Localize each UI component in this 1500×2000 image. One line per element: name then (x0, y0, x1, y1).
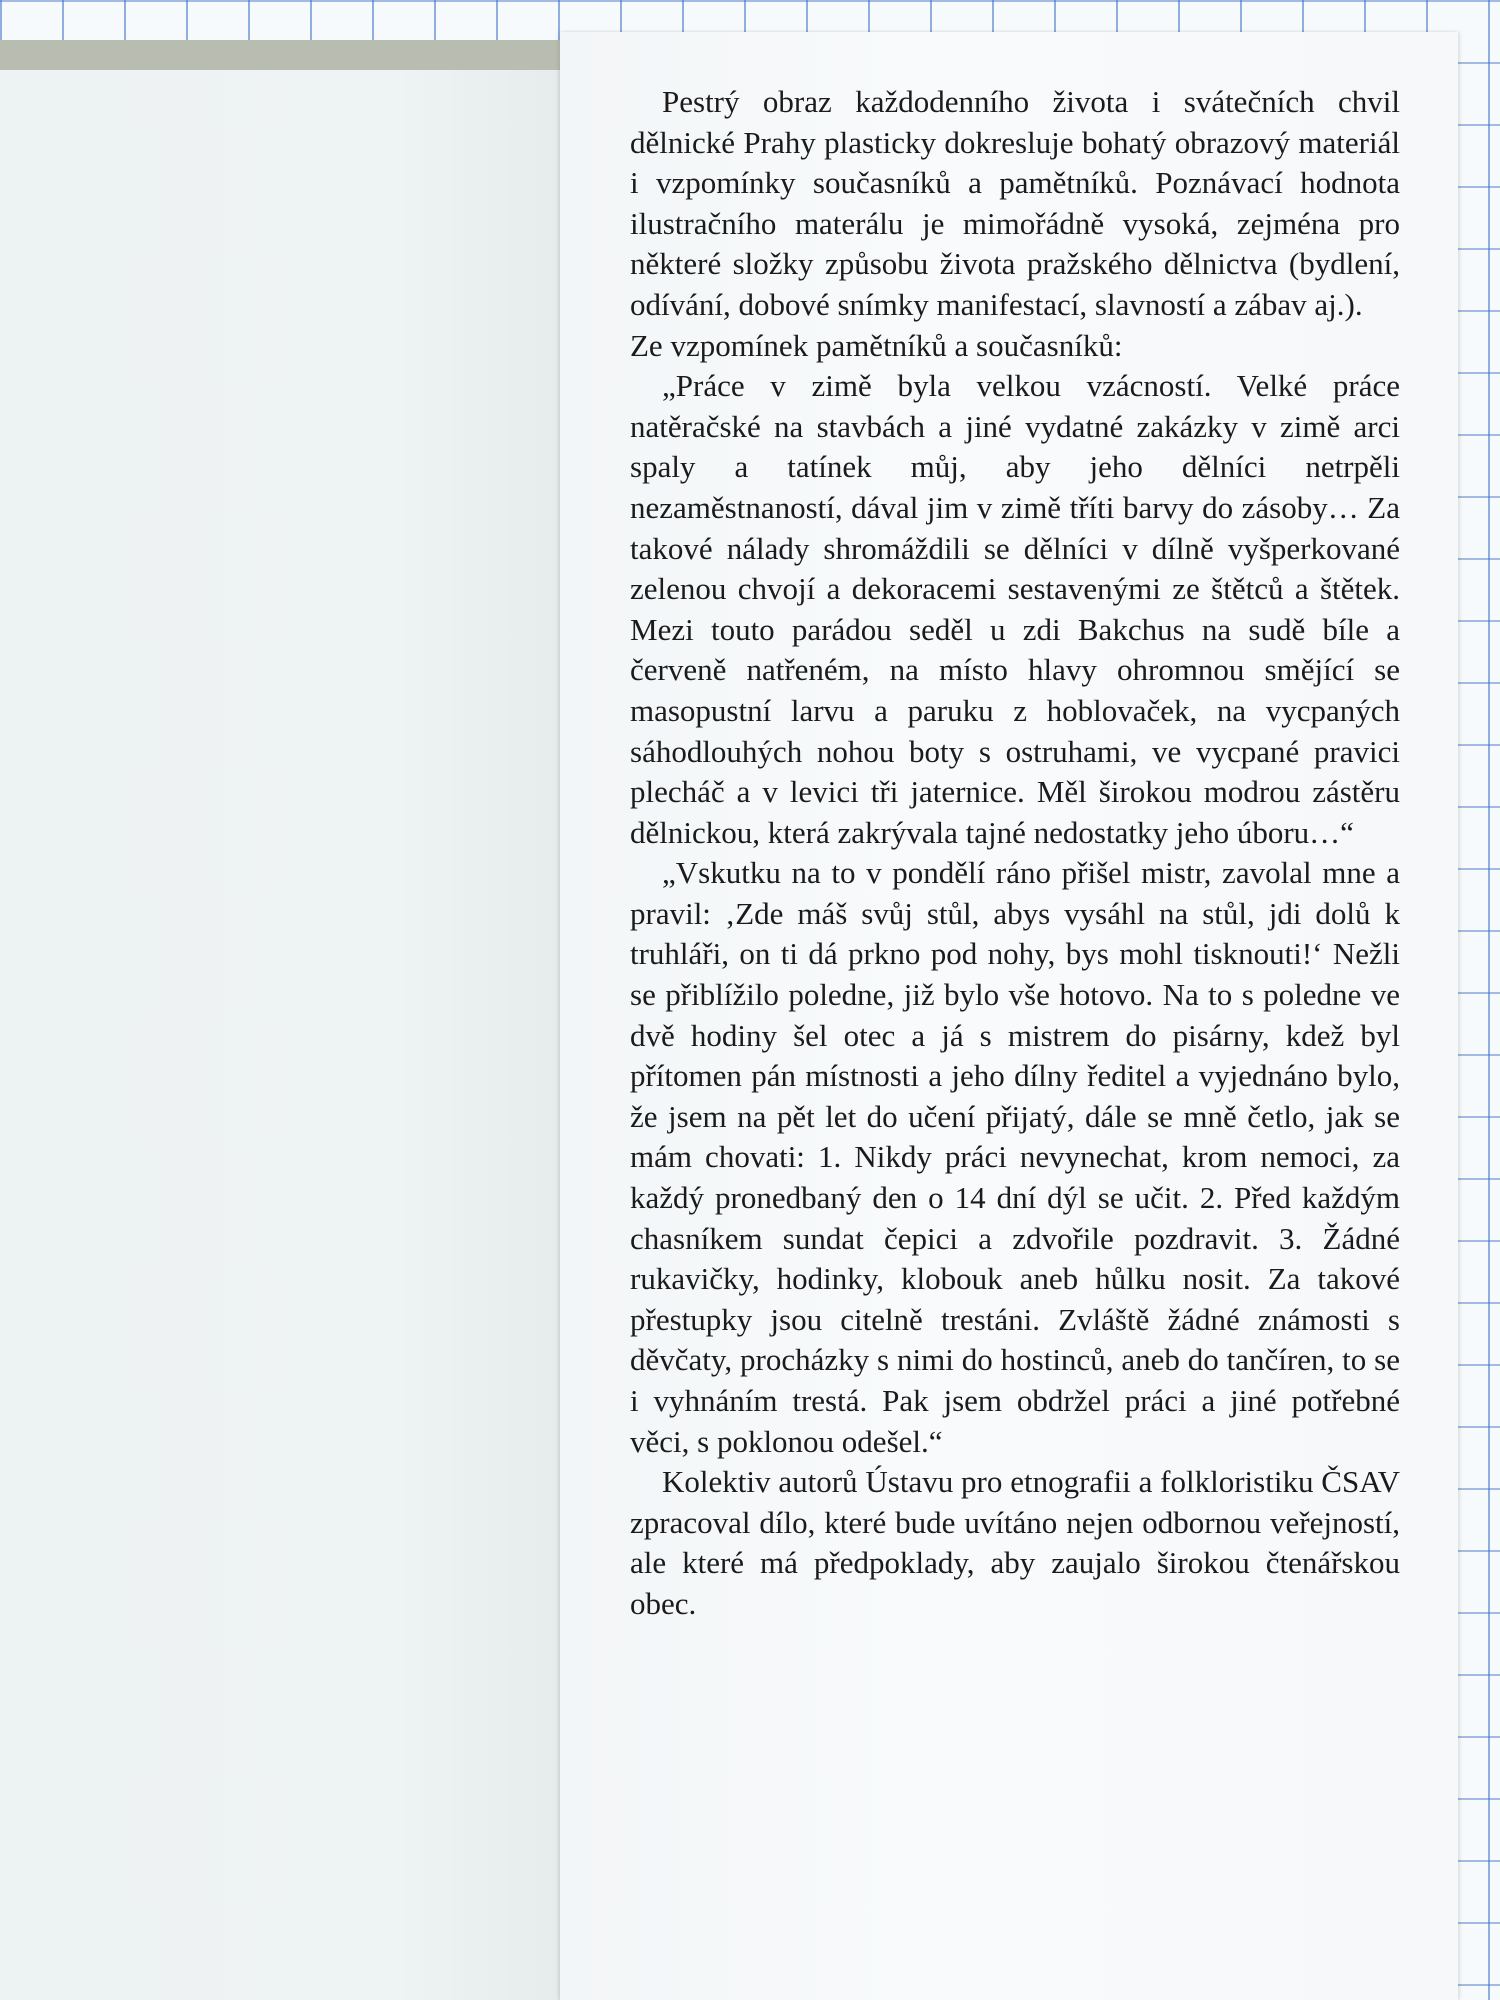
paragraph-quote-winter: „Práce v zimě byla velkou vzácností. Velké práce natěračské na stavbách a jiné vydatné zakázky v zimě arci spaly a tatínek můj, aby jeho dělníci netrpěli nezaměstnaností, dával jim v zimě tříti barvy do zásoby… Za takové nálady shromáždili se dělníci v dílně vyšperkované zelenou chvojí a dekoracemi sestavenými ze štětců a štětek. Mezi touto parádou seděl u zdi Bakchus na sudě bíle a červeně natřeném, na místo hlavy ohromnou smějící se masopustní larvu a paruku z hoblovaček, na vycpaných sáhodlouhých nohou boty s ostruhami, ve vycpané pravici plecháč a v levici tři jaternice. Měl širokou modrou zástěru dělnickou, která zakrývala tajné nedostatky jeho úboru…“ (630, 368, 1400, 850)
paragraph-intro: Pestrý obraz každodenního života i svátečních chvil dělnické Prahy plasticky dokresluje bohatý obrazový materiál i vzpomínky současníků a pamětníků. Poznávací hodnota ilustračního materálu je mimořádně vysoká, zejména pro některé složky způsobu života pražského dělnictva (bydlení, odívání, dobové snímky manifestací, slavností a zábav aj.). (630, 84, 1400, 322)
paragraph-conclusion: Kolektiv autorů Ústavu pro etnografii a folkloristiku ČSAV zpracoval dílo, které bude uvítáno nejen odbornou veřejností, ale které má předpoklady, aby zaujalo širokou čtenářskou obec. (630, 1464, 1400, 1621)
book-flap-page (560, 32, 1458, 2000)
paragraph-quote-apprentice: „Vskutku na to v pondělí ráno přišel mistr, zavolal mne a pravil: ‚Zde máš svůj stůl, abys vysáhl na stůl, jdi dolů k truhláři, on ti dá prkno pod nohy, bys mohl tisknouti!‘ Nežli se přiblížilo poledne, již bylo vše hotovo. Na to s poledne ve dvě hodiny šel otec a já s mistrem do pisárny, kdež byl přítomen pán místnosti a jeho dílny ředitel a vyjednáno bylo, že jsem na pět let do učení přijatý, dále se mně četlo, jak se mám chovati: 1. Nikdy práci nevynechat, krom nemoci, za každý pronedbaný den o 14 dní dýl se učit. 2. Před každým chasníkem sundat čepici a zdvořile pozdravit. 3. Žádné rukavičky, hodinky, klobouk aneb hůlku nosit. Za takové přestupky jsou citelně trestáni. Zvláště žádné známosti s děvčaty, procházky s nimi do hostinců, aneb do tančíren, to se i vyhnáním trestá. Pak jsem obdržel práci a jiné potřebné věci, s poklonou odešel.“ (630, 855, 1400, 1459)
flap-text (630, 82, 1400, 1625)
book-cover-left-page (0, 40, 565, 2000)
paragraph-memories-heading: Ze vzpomínek pamětníků a současníků: (630, 327, 1123, 363)
